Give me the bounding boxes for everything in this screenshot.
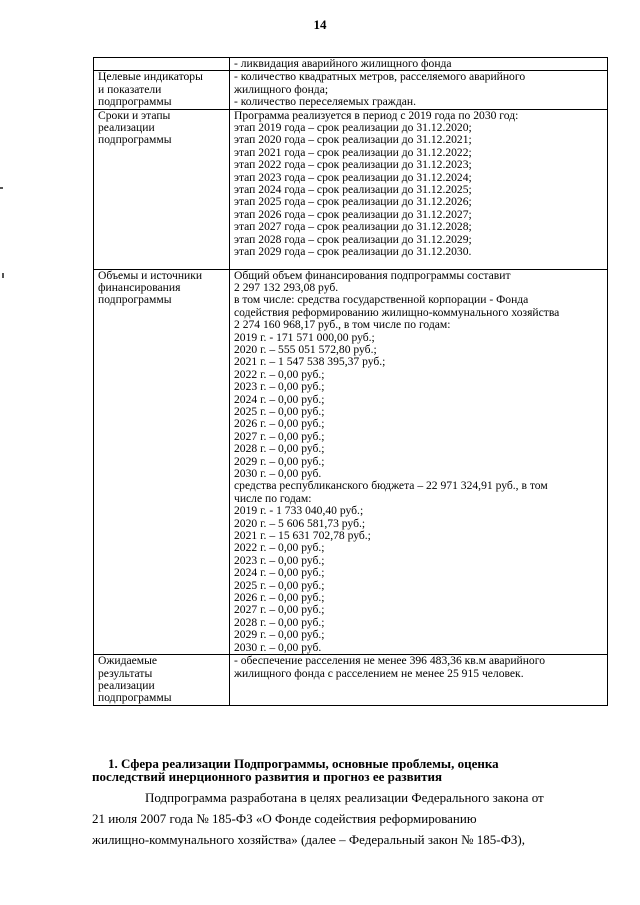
row-label	[94, 58, 230, 71]
table-text: 2029 г. – 0,00 руб.;	[234, 628, 325, 642]
table-text: 2027 г. – 0,00 руб.;	[234, 603, 325, 617]
section-heading-line: 1. Сфера реализации Подпрограммы, основные проблемы, оценка	[108, 756, 499, 771]
row-label	[94, 269, 230, 655]
table-text: Программа реализуется в период с 2019 года по 2030 год:	[234, 109, 519, 122]
table-text: - количество квадратных метров, расселяемого аварийного	[234, 70, 526, 84]
table-text: этап 2022 года – срок реализации до 31.12.2023;	[234, 158, 472, 172]
table-text: этап 2021 года – срок реализации до 31.12.2022;	[234, 145, 472, 159]
table-text: реализации	[98, 678, 155, 692]
row-label	[94, 109, 230, 269]
scan-mark	[0, 187, 3, 189]
table-text: подпрограммы	[98, 691, 172, 705]
table-text: Общий объем финансирования подпрограммы составит	[234, 269, 511, 282]
table-text: 2022 г. – 0,00 руб.;	[234, 541, 325, 555]
table-text: этап 2025 года – срок реализации до 31.12.2026;	[234, 195, 472, 209]
table-text: - обеспечение расселения не менее 396 483,36 кв.м аварийного	[234, 654, 545, 668]
table-text: 2023 г. – 0,00 руб.;	[234, 553, 325, 567]
row-value	[230, 71, 608, 109]
page-number: 14	[313, 17, 327, 32]
table-text: этап 2027 года – срок реализации до 31.12.2028;	[234, 220, 472, 234]
table-text: этап 2029 года – срок реализации до 31.12.2030.	[234, 245, 472, 259]
table-text: 2021 г. – 1 547 538 395,37 руб.;	[234, 355, 386, 369]
table-text: содействия реформированию жилищно-коммунального хозяйства	[234, 305, 560, 319]
scan-mark	[2, 273, 4, 278]
row-value	[230, 655, 608, 706]
table-text: числе по годам:	[234, 491, 312, 505]
table-text: реализации	[98, 121, 155, 135]
section-heading-line: последствий инерционного развития и прогноз ее развития	[92, 769, 443, 784]
table-text: и показатели	[98, 82, 162, 96]
table-text: 2 274 160 968,17 руб., в том числе по годам:	[234, 318, 451, 332]
table-text: жилищного фонда;	[234, 82, 329, 96]
table-text: этап 2020 года – срок реализации до 31.12.2021;	[234, 133, 472, 147]
table-text: в том числе: средства государственной корпорации - Фонда	[234, 293, 529, 307]
table-text: подпрограммы	[98, 293, 172, 307]
table-text: 2030 г. – 0,00 руб.	[234, 467, 322, 480]
table-text: 2028 г. – 0,00 руб.;	[234, 442, 325, 456]
table-text: 2019 г. - 171 571 000,00 руб.;	[234, 330, 375, 344]
table-text: 2 297 132 293,08 руб.	[234, 280, 339, 294]
table-row	[94, 109, 608, 269]
passport-table	[93, 57, 608, 706]
table-text: 2028 г. – 0,00 руб.;	[234, 615, 325, 629]
row-value	[230, 269, 608, 655]
table-text: Сроки и этапы	[98, 109, 171, 122]
table-text: 2021 г. – 15 631 702,78 руб.;	[234, 529, 371, 543]
table-text: 2020 г. – 5 606 581,73 руб.;	[234, 516, 366, 530]
table-text: результаты	[98, 666, 153, 680]
row-value	[230, 58, 608, 71]
row-label	[94, 71, 230, 109]
table-text: 2030 г. – 0,00 руб.	[234, 640, 322, 654]
row-spacer	[234, 259, 607, 269]
table-text: финансирования	[98, 280, 181, 294]
table-text: этап 2024 года – срок реализации до 31.12.2025;	[234, 183, 472, 197]
table-text: 2026 г. – 0,00 руб.;	[234, 417, 325, 431]
table-row	[94, 269, 608, 655]
table-text: Объемы и источники	[98, 269, 203, 282]
table-text: подпрограммы	[98, 95, 172, 109]
table-text: этап 2019 года – срок реализации до 31.12.2020;	[234, 121, 472, 135]
table-text: жилищного фонда с расселением не менее 25 915 человек.	[234, 666, 524, 680]
body-paragraph	[92, 787, 600, 850]
table-text: 2024 г. – 0,00 руб.;	[234, 566, 325, 580]
paragraph-line: жилищно-коммунального хозяйства» (далее – Федеральный закон № 185-ФЗ),	[92, 832, 525, 847]
table-text: этап 2026 года – срок реализации до 31.12.2027;	[234, 207, 472, 221]
table-text: подпрограммы	[98, 133, 172, 147]
table-text: 2027 г. – 0,00 руб.;	[234, 429, 325, 443]
table-text: этап 2023 года – срок реализации до 31.12.2024;	[234, 170, 472, 184]
table-text: 2025 г. – 0,00 руб.;	[234, 578, 325, 592]
row-label	[94, 655, 230, 706]
table-row	[94, 58, 608, 71]
table-text: 2019 г. - 1 733 040,40 руб.;	[234, 504, 364, 518]
table-row	[94, 71, 608, 109]
table-text: 2022 г. – 0,00 руб.;	[234, 367, 325, 381]
table-text: 2024 г. – 0,00 руб.;	[234, 392, 325, 406]
paragraph-line: 21 июля 2007 года № 185-ФЗ «О Фонде содействия реформированию	[92, 811, 477, 826]
table-text: 2026 г. – 0,00 руб.;	[234, 591, 325, 605]
section-heading	[92, 756, 608, 784]
paragraph-line: Подпрограмма разработана в целях реализации Федерального закона от	[145, 790, 544, 805]
table-text: Ожидаемые	[98, 654, 158, 668]
table-text: Целевые индикаторы	[98, 70, 203, 84]
table-text: 2029 г. – 0,00 руб.;	[234, 454, 325, 468]
table-text: этап 2028 года – срок реализации до 31.12.2029;	[234, 232, 472, 246]
table-text: 2020 г. – 555 051 572,80 руб.;	[234, 342, 377, 356]
table-text: 2023 г. – 0,00 руб.;	[234, 380, 325, 394]
table-text: 2025 г. – 0,00 руб.;	[234, 404, 325, 418]
table-text: - ликвидация аварийного жилищного фонда	[234, 57, 452, 70]
table-text: средства республиканского бюджета – 22 971 324,91 руб., в том	[234, 479, 548, 493]
table-row	[94, 655, 608, 706]
row-value	[230, 109, 608, 269]
table-text: - количество переселяемых граждан.	[234, 95, 416, 109]
